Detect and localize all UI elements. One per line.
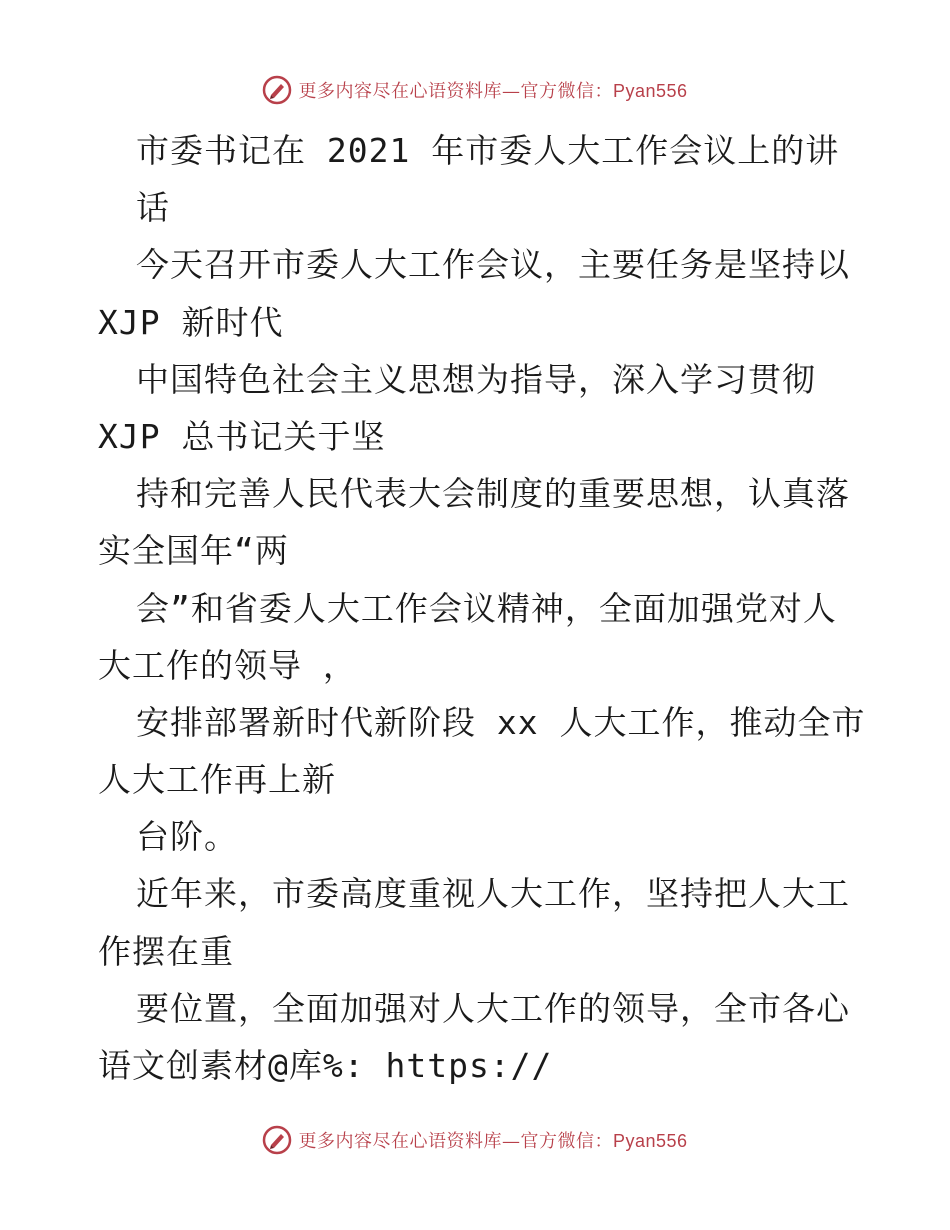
footer-banner bbox=[0, 1120, 950, 1160]
document-line: 市委书记在 2021 年市委人大工作会议上的讲 bbox=[136, 131, 840, 170]
document-line: 持和完善人民代表大会制度的重要思想，认真落 bbox=[136, 474, 850, 514]
document-line: 今天召开市委人大工作会议，主要任务是坚持以 bbox=[136, 245, 850, 285]
footer-banner-dash: — bbox=[501, 1131, 521, 1152]
document-line: 实全国年“两 bbox=[98, 531, 289, 571]
document-line: XJP 新时代 bbox=[98, 302, 284, 342]
document-line: 中国特色社会主义思想为指导，深入学习贯彻 bbox=[136, 359, 816, 399]
document-line: 近年来，市委高度重视人大工作，坚持把人大工 bbox=[136, 874, 850, 914]
document-line: 安排部署新时代新阶段 xx 人大工作，推动全市 bbox=[136, 702, 866, 742]
footer-banner-wechat-label: 官方微信： bbox=[520, 1131, 613, 1152]
header-banner-wechat-label: 官方微信： bbox=[520, 81, 613, 102]
document-line: 会”和省委人大工作会议精神，全面加强党对人 bbox=[136, 588, 837, 628]
document-line: 人大工作再上新 bbox=[98, 760, 336, 800]
document-line: 话 bbox=[136, 188, 170, 228]
document-line: XJP 总书记关于坚 bbox=[98, 416, 386, 456]
header-banner-wechat-id: Pyan556 bbox=[612, 81, 688, 101]
footer-banner-prefix: 更多内容尽在心语资料库 bbox=[298, 1131, 502, 1152]
footer-banner-text bbox=[298, 1127, 687, 1153]
document-line: 台阶。 bbox=[136, 817, 238, 857]
document-line: 语文创素材@库%: https:// bbox=[98, 1046, 553, 1085]
header-banner bbox=[0, 70, 950, 110]
header-banner-prefix: 更多内容尽在心语资料库 bbox=[298, 81, 502, 102]
document-body bbox=[98, 122, 866, 1094]
footer-banner-wechat-id: Pyan556 bbox=[612, 1131, 688, 1151]
document-line: 大工作的领导 ， bbox=[98, 645, 357, 685]
document-line: 要位置，全面加强对人大工作的领导，全市各心 bbox=[136, 988, 850, 1028]
header-banner-dash: — bbox=[501, 81, 521, 102]
header-banner-text bbox=[298, 77, 687, 103]
document-line: 作摆在重 bbox=[98, 931, 234, 971]
pen-logo-icon bbox=[262, 1125, 292, 1155]
pen-logo-icon bbox=[262, 75, 292, 105]
